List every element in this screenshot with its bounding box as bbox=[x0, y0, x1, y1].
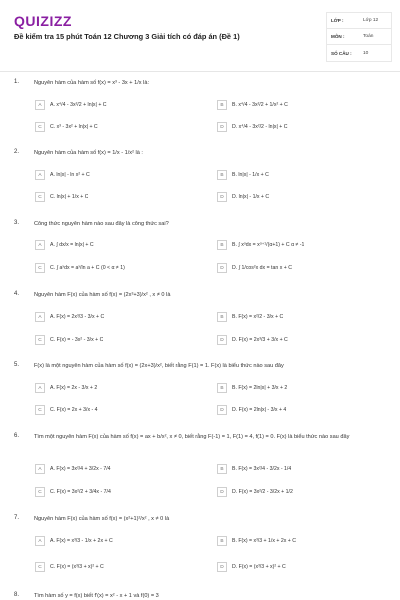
option-text: C. F(x) = 3x²/2 + 3/4x - 7/4 bbox=[50, 489, 111, 495]
option-letter-box: D bbox=[217, 487, 227, 497]
question-number: 1. bbox=[14, 79, 20, 85]
option-d[interactable] bbox=[217, 334, 387, 346]
option-text: A. F(x) = 3x²/4 + 3/2x - 7/4 bbox=[50, 466, 111, 472]
option-text: C. ∫ aˣdx = aˣ/ln a + C (0 < α ≠ 1) bbox=[50, 265, 125, 271]
option-c[interactable] bbox=[35, 334, 205, 346]
exam-header bbox=[0, 0, 400, 72]
option-text: B. ln|x| - 1/x + C bbox=[232, 172, 269, 178]
option-text: D. F(x) = 3x²/2 - 3/2x + 1/2 bbox=[232, 489, 293, 495]
option-letter-box: B bbox=[217, 464, 227, 474]
option-text: B. x⁴/4 - 3x²/2 + 1/x² + C bbox=[232, 102, 288, 108]
option-letter-box: D bbox=[217, 562, 227, 572]
exam-title: Đề kiểm tra 15 phút Toán 12 Chương 3 Giải tích có đáp án (Đề 1) bbox=[14, 32, 240, 41]
question-text: Tìm một nguyên hàm F(x) của hàm số f(x) = ax + b/x², x ≠ 0, biết rằng F(-1) = 1, F(1) = 4, f(1) = 0. F(x) là biểu thức nào sau đây bbox=[34, 434, 350, 440]
option-text: A. F(x) = x³/3 - 1/x + 2x + C bbox=[50, 538, 113, 544]
question-3 bbox=[14, 220, 392, 280]
question-8 bbox=[14, 592, 392, 600]
option-letter-box: A bbox=[35, 536, 45, 546]
option-a[interactable] bbox=[35, 169, 205, 181]
option-text: B. ∫ xᵅdx = xᵅ⁺¹/(α+1) + C α ≠ -1 bbox=[232, 242, 305, 248]
question-1 bbox=[14, 79, 392, 139]
option-letter-box: C bbox=[35, 405, 45, 415]
option-text: B. F(x) = x²/2 - 3/x + C bbox=[232, 314, 284, 320]
option-letter-box: A bbox=[35, 170, 45, 180]
option-letter-box: D bbox=[217, 122, 227, 132]
option-letter-box: A bbox=[35, 240, 45, 250]
option-letter-box: C bbox=[35, 192, 45, 202]
question-2 bbox=[14, 149, 392, 209]
question-text: Nguyên hàm F(x) của hàm số f(x) = (x²+1)²/x² , x ≠ 0 là bbox=[34, 516, 170, 522]
option-text: B. F(x) = 3x²/4 - 3/2x - 1/4 bbox=[232, 466, 292, 472]
option-text: B. F(x) = 2ln|x| + 3/x + 2 bbox=[232, 385, 288, 391]
exam-meta-box bbox=[326, 12, 392, 62]
option-letter-box: C bbox=[35, 335, 45, 345]
option-text: D. F(x) = 2ln|x| - 3/x + 4 bbox=[232, 407, 287, 413]
question-text: Tìm hàm số y = f(x) biết f'(x) = x² - x + 1 và f(0) = 3 bbox=[34, 593, 159, 599]
option-letter-box: B bbox=[217, 100, 227, 110]
option-a[interactable] bbox=[35, 239, 205, 251]
option-letter-box: A bbox=[35, 383, 45, 393]
question-text: F(x) là một nguyên hàm của hàm số f(x) = (2x+3)/x², biết rằng F(1) = 1. F(x) là biểu thức nào sau đây bbox=[34, 363, 284, 369]
option-text: C. x³ - 3x² + ln|x| + C bbox=[50, 124, 98, 130]
option-a[interactable] bbox=[35, 463, 205, 475]
meta-value: 10 bbox=[363, 50, 369, 56]
question-number: 7. bbox=[14, 515, 20, 521]
option-text: C. ln|x| + 1/x + C bbox=[50, 194, 89, 200]
option-text: D. ∫ 1/cos²x dx = tan x + C bbox=[232, 265, 292, 271]
question-7 bbox=[14, 515, 392, 579]
question-number: 8. bbox=[14, 592, 20, 598]
quizizz-logo: QUIZIZZ bbox=[14, 13, 72, 29]
meta-label: LỚP : bbox=[331, 18, 344, 23]
option-text: B. F(x) = x³/3 + 1/x + 2x + C bbox=[232, 538, 297, 544]
question-text: Công thức nguyên hàm nào sau đây là công thức sai? bbox=[34, 221, 169, 227]
option-letter-box: D bbox=[217, 335, 227, 345]
meta-value: Lớp 12 bbox=[363, 18, 379, 23]
question-number: 3. bbox=[14, 220, 20, 226]
question-number: 2. bbox=[14, 149, 20, 155]
meta-value: Toán bbox=[363, 34, 374, 39]
option-letter-box: A bbox=[35, 464, 45, 474]
option-text: D. x⁴/4 - 3x²/2 - ln|x| + C bbox=[232, 124, 288, 130]
option-d[interactable] bbox=[217, 121, 387, 133]
option-c[interactable] bbox=[35, 191, 205, 203]
option-d[interactable] bbox=[217, 404, 387, 416]
option-text: A. x⁴/4 - 3x²/2 + ln|x| + C bbox=[50, 102, 107, 108]
option-b[interactable] bbox=[217, 99, 387, 111]
option-text: C. F(x) = - 3x² - 3/x + C bbox=[50, 337, 104, 343]
option-text: D. F(x) = 2x³/3 + 3/x + C bbox=[232, 337, 288, 343]
option-text: A. ∫ dx/x = ln|x| + C bbox=[50, 242, 94, 248]
option-letter-box: C bbox=[35, 487, 45, 497]
question-6 bbox=[14, 433, 392, 503]
question-number: 5. bbox=[14, 362, 20, 368]
question-number: 4. bbox=[14, 291, 20, 297]
option-b[interactable] bbox=[217, 239, 387, 251]
option-c[interactable] bbox=[35, 262, 205, 274]
option-d[interactable] bbox=[217, 191, 387, 203]
option-a[interactable] bbox=[35, 535, 205, 547]
question-number: 6. bbox=[14, 433, 20, 439]
option-d[interactable] bbox=[217, 561, 387, 573]
meta-row-count bbox=[327, 45, 391, 61]
option-letter-box: A bbox=[35, 100, 45, 110]
option-letter-box: B bbox=[217, 170, 227, 180]
question-5 bbox=[14, 362, 392, 422]
option-b[interactable] bbox=[217, 311, 387, 323]
option-text: D. F(x) = (x³/3 + x)² + C bbox=[232, 564, 286, 570]
option-d[interactable] bbox=[217, 262, 387, 274]
question-text: Nguyên hàm của hàm số f(x) = 1/x - 1/x² là : bbox=[34, 150, 143, 156]
option-letter-box: B bbox=[217, 536, 227, 546]
option-letter-box: C bbox=[35, 263, 45, 273]
option-letter-box: C bbox=[35, 562, 45, 572]
question-text: Nguyên hàm của hàm số f(x) = x³ - 3x + 1/x là: bbox=[34, 80, 150, 86]
option-b[interactable] bbox=[217, 535, 387, 547]
option-c[interactable] bbox=[35, 486, 205, 498]
meta-row-subject bbox=[327, 29, 391, 45]
option-b[interactable] bbox=[217, 463, 387, 475]
option-letter-box: C bbox=[35, 122, 45, 132]
option-letter-box: D bbox=[217, 263, 227, 273]
option-text: C. F(x) = 2x + 3/x - 4 bbox=[50, 407, 98, 413]
option-letter-box: D bbox=[217, 405, 227, 415]
question-text: Nguyên hàm F(x) của hàm số f(x) = (2x³+3)/x² , x ≠ 0 là bbox=[34, 292, 171, 298]
meta-label: MÔN : bbox=[331, 34, 345, 39]
option-text: D. ln|x| - 1/x + C bbox=[232, 194, 270, 200]
option-c[interactable] bbox=[35, 121, 205, 133]
meta-label: SỐ CÂU : bbox=[331, 50, 352, 56]
option-text: A. F(x) = 2x³/3 - 3/x + C bbox=[50, 314, 105, 320]
option-c[interactable] bbox=[35, 404, 205, 416]
option-a[interactable] bbox=[35, 382, 205, 394]
option-letter-box: B bbox=[217, 240, 227, 250]
option-letter-box: B bbox=[217, 312, 227, 322]
option-text: A. ln|x| - ln x² + C bbox=[50, 172, 90, 178]
meta-row-class bbox=[327, 13, 391, 29]
question-4 bbox=[14, 291, 392, 351]
option-text: C. F(x) = (x³/3 + x)² + C bbox=[50, 564, 104, 570]
option-c[interactable] bbox=[35, 561, 205, 573]
option-a[interactable] bbox=[35, 99, 205, 111]
option-letter-box: D bbox=[217, 192, 227, 202]
option-b[interactable] bbox=[217, 382, 387, 394]
option-d[interactable] bbox=[217, 486, 387, 498]
option-text: A. F(x) = 2x - 3/x + 2 bbox=[50, 385, 98, 391]
option-b[interactable] bbox=[217, 169, 387, 181]
option-letter-box: B bbox=[217, 383, 227, 393]
option-a[interactable] bbox=[35, 311, 205, 323]
option-letter-box: A bbox=[35, 312, 45, 322]
